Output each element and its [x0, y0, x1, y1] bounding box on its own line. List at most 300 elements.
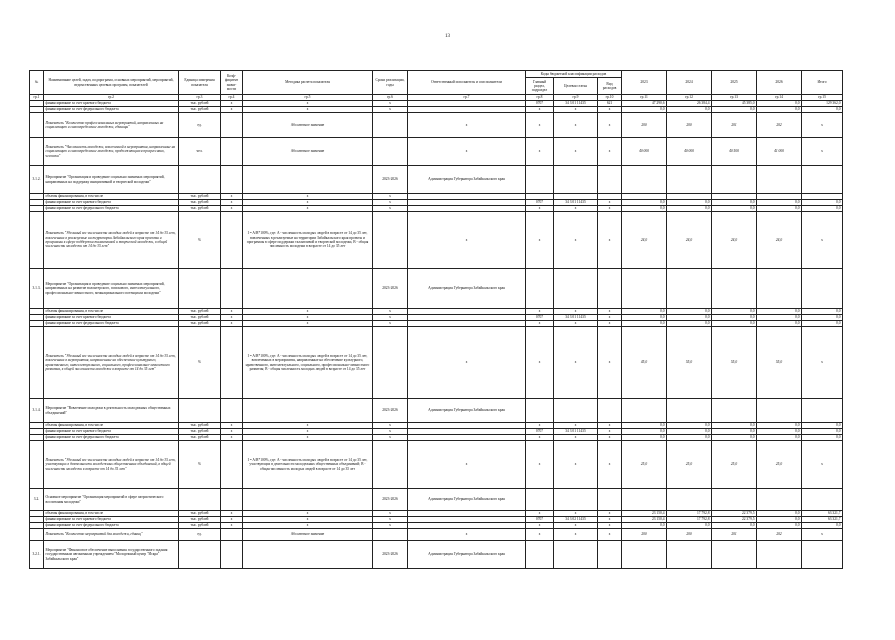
indicator-row [30, 529, 843, 541]
row-resp: x [408, 529, 526, 541]
row-vr: x [598, 529, 622, 541]
row-2025: 40 500 [712, 138, 757, 166]
row-coef: x [221, 423, 243, 429]
row-2024: 0,0 [667, 309, 712, 315]
row-2026: 24,0 [757, 212, 802, 269]
row-vr: x [598, 315, 622, 321]
row-gr: 0707 [526, 101, 554, 107]
row-2026: 0,0 [757, 435, 802, 441]
row-csr: x [554, 529, 598, 541]
row-2024: 0,0 [667, 435, 712, 441]
row-2025: 0,0 [712, 523, 757, 529]
row-2025: 25,0 [712, 441, 757, 489]
row-gr: x [526, 138, 554, 166]
row-method: x [243, 315, 373, 321]
row-csr: 34 3 01 11435 [554, 429, 598, 435]
row-name: Показатель "Количество профессиональных мероприятий, направленных на социализацию и самоопределение молодежи, единицы" [44, 113, 179, 138]
row-2026: 0,0 [757, 309, 802, 315]
row-name: финансирование за счет краевого бюджета [44, 429, 179, 435]
row-coef: x [221, 429, 243, 435]
row-2025: 0,0 [712, 315, 757, 321]
colnum: гр.9 [554, 95, 598, 101]
indicator-row [30, 441, 843, 489]
row-coef: x [221, 517, 243, 523]
row-gr: x [526, 529, 554, 541]
header-2025: 2025 [712, 71, 757, 95]
row-resp: x [408, 212, 526, 269]
row-coef: x [221, 321, 243, 327]
row-name: Основное мероприятие "Организация мероприятий в сфере патриотического воспитания молодежи" [44, 489, 179, 511]
row-2024: 0,0 [667, 315, 712, 321]
row-name: объемы финансирования, в том числе [44, 309, 179, 315]
header-2026: 2026 [757, 71, 802, 95]
colnum: гр.4 [221, 95, 243, 101]
row-term: x [373, 200, 408, 206]
row-2023: 24,0 [622, 212, 667, 269]
header-name: Наименование целей, задач, подпрограмм, основных мероприятий, мероприятий, ведомственных целевых программ, показателей [44, 71, 179, 95]
row-resp: x [408, 441, 526, 489]
row-2023: 0,0 [622, 315, 667, 321]
row-vr: x [598, 429, 622, 435]
row-2025: 0,0 [712, 423, 757, 429]
row-total: 63 321,7 [802, 517, 843, 523]
row-csr: x [554, 441, 598, 489]
row-unit: тыс. рублей [179, 429, 221, 435]
row-total: 63 321,7 [802, 511, 843, 517]
row-name: объемы финансирования, в том числе [44, 194, 179, 200]
row-vr: x [598, 138, 622, 166]
row-2024: 0,0 [667, 206, 712, 212]
row-coef: x [221, 315, 243, 321]
row-gr: 0707 [526, 429, 554, 435]
row-2026: 0,0 [757, 517, 802, 523]
row-no: 3.1.2. [30, 166, 44, 194]
row-2024: 0,0 [667, 200, 712, 206]
row-method: x [243, 101, 373, 107]
row-coef: x [221, 511, 243, 517]
row-csr: 34 3 01 11435 [554, 101, 598, 107]
row-total: x [802, 113, 843, 138]
row-term: x [373, 107, 408, 113]
row-method: x [243, 423, 373, 429]
row-total: 0,0 [802, 435, 843, 441]
row-unit: чел. [179, 138, 221, 166]
row-total: 0,0 [802, 309, 843, 315]
row-gr: 0707 [526, 315, 554, 321]
row-method: x [243, 429, 373, 435]
row-resp: Администрация Губернатора Забайкальского края [408, 269, 526, 309]
row-2025: 0,0 [712, 321, 757, 327]
row-name: финансирование за счет федерального бюджета [44, 206, 179, 212]
row-csr: x [554, 138, 598, 166]
row-gr: x [526, 321, 554, 327]
row-vr: x [598, 200, 622, 206]
colnum: гр.7 [408, 95, 526, 101]
row-term: 2023-2026 [373, 489, 408, 511]
row-2024: 0,0 [667, 523, 712, 529]
row-2023: 0,0 [622, 435, 667, 441]
program-table [29, 70, 843, 569]
colnum: гр.6 [373, 95, 408, 101]
event-row [30, 399, 843, 423]
row-2025: 45 385,0 [712, 101, 757, 107]
row-unit: тыс. рублей [179, 309, 221, 315]
row-unit: тыс. рублей [179, 200, 221, 206]
header-csr: Целевая статья [554, 78, 598, 95]
row-vr: x [598, 206, 622, 212]
row-unit: % [179, 327, 221, 399]
row-2023: 40 000 [622, 138, 667, 166]
row-2026: 202 [757, 529, 802, 541]
row-2026: 0,0 [757, 101, 802, 107]
colnum: гр.13 [712, 95, 757, 101]
colnum: гр.1 [30, 95, 44, 101]
row-2023: 25,0 [622, 441, 667, 489]
header-method: Методика расчета показателя [243, 71, 373, 95]
row-2025: 24,0 [712, 212, 757, 269]
row-2026: 0,0 [757, 107, 802, 113]
row-resp: Администрация Губернатора Забайкальского края [408, 399, 526, 423]
table-header-row [30, 71, 843, 78]
row-2023: 200 [622, 529, 667, 541]
row-method: Абсолютное значение [243, 529, 373, 541]
header-no: № [30, 71, 44, 95]
header-2024: 2024 [667, 71, 712, 95]
row-total: 0,0 [802, 315, 843, 321]
row-coef: x [221, 194, 243, 200]
colnum: гр.3 [179, 95, 221, 101]
row-2024: 40 000 [667, 138, 712, 166]
row-resp: Администрация Губернатора Забайкальского края [408, 166, 526, 194]
row-term: 2023-2026 [373, 541, 408, 569]
row-total: 0,0 [802, 206, 843, 212]
row-2026: 25,0 [757, 441, 802, 489]
row-term: x [373, 523, 408, 529]
row-gr: 0707 [526, 200, 554, 206]
row-total: 0,0 [802, 423, 843, 429]
row-2026: 41 000 [757, 138, 802, 166]
row-2025: 0,0 [712, 200, 757, 206]
row-unit: тыс. рублей [179, 107, 221, 113]
row-2023: 23 150,4 [622, 511, 667, 517]
row-2024: 24,0 [667, 212, 712, 269]
row-csr: x [554, 212, 598, 269]
row-2024: 55,0 [667, 327, 712, 399]
row-vr: x [598, 511, 622, 517]
row-name: финансирование за счет краевого бюджета [44, 101, 179, 107]
row-vr: x [598, 423, 622, 429]
row-coef: x [221, 206, 243, 212]
row-term: 2023-2026 [373, 269, 408, 309]
row-method: Абсолютное значение [243, 113, 373, 138]
row-2024: 0,0 [667, 429, 712, 435]
row-2024: 200 [667, 113, 712, 138]
row-2025: 0,0 [712, 206, 757, 212]
row-total: 129 362,0 [802, 101, 843, 107]
colnum: гр.2 [44, 95, 179, 101]
row-csr: x [554, 113, 598, 138]
row-coef: x [221, 200, 243, 206]
row-method: x [243, 107, 373, 113]
row-2023: 45,0 [622, 327, 667, 399]
row-unit: ед. [179, 529, 221, 541]
row-gr: x [526, 212, 554, 269]
row-gr: x [526, 441, 554, 489]
row-2024: 0,0 [667, 107, 712, 113]
row-method: x [243, 194, 373, 200]
row-method: Абсолютное значение [243, 138, 373, 166]
row-name: объемы финансирования, в том числе [44, 511, 179, 517]
row-no: 3.2.1. [30, 541, 44, 569]
row-gr: x [526, 113, 554, 138]
row-resp: Администрация Губернатора Забайкальского края [408, 541, 526, 569]
row-name: финансирование за счет федерального бюджета [44, 107, 179, 113]
row-2023: 0,0 [622, 423, 667, 429]
row-coef: x [221, 107, 243, 113]
row-name: финансирование за счет федерального бюджета [44, 523, 179, 529]
row-total: x [802, 529, 843, 541]
header-term: Сроки реализации, годы [373, 71, 408, 95]
row-unit: тыс. рублей [179, 511, 221, 517]
row-2026: 0,0 [757, 206, 802, 212]
indicator-row [30, 212, 843, 269]
row-no: 3.1.3. [30, 269, 44, 309]
row-csr: x [554, 511, 598, 517]
row-2025: 201 [712, 529, 757, 541]
row-2025: 22 379,5 [712, 517, 757, 523]
colnum: гр.8 [526, 95, 554, 101]
row-no: 3.1.4. [30, 399, 44, 423]
row-2026: 0,0 [757, 315, 802, 321]
row-gr: x [526, 423, 554, 429]
row-2023: 0,0 [622, 321, 667, 327]
row-term: x [373, 309, 408, 315]
row-coef: x [221, 309, 243, 315]
row-csr: x [554, 107, 598, 113]
row-resp: x [408, 138, 526, 166]
row-2023: 0,0 [622, 200, 667, 206]
row-csr: x [554, 523, 598, 529]
row-vr: x [598, 327, 622, 399]
header-2023: 2023 [622, 71, 667, 95]
row-vr: x [598, 212, 622, 269]
event-row [30, 489, 843, 511]
row-resp: x [408, 113, 526, 138]
event-row [30, 541, 843, 569]
row-vr: x [598, 517, 622, 523]
row-total: 0,0 [802, 523, 843, 529]
header-coef: Коэф-фициент значи-мости [221, 71, 243, 95]
row-2024: 17 792,8 [667, 511, 712, 517]
header-gr-razdel: Главный раздел, подраздел [526, 78, 554, 95]
row-term: x [373, 511, 408, 517]
row-term: x [373, 206, 408, 212]
row-method: x [243, 517, 373, 523]
row-csr: x [554, 309, 598, 315]
row-csr: x [554, 206, 598, 212]
row-2025: 0,0 [712, 309, 757, 315]
row-name: Мероприятие "Вовлечение молодежи в деятельность молодежных общественных объединений" [44, 399, 179, 423]
row-unit: тыс. рублей [179, 315, 221, 321]
row-csr: x [554, 423, 598, 429]
row-unit: тыс. рублей [179, 423, 221, 429]
row-2024: 17 792,8 [667, 517, 712, 523]
row-unit: % [179, 212, 221, 269]
row-gr: x [526, 107, 554, 113]
row-2023: 0,0 [622, 206, 667, 212]
row-name: Показатель "Удельный вес численности молодых людей в возрасте от 14 до 35 лет, участвующих в деятельности молодежных общественных объединений, в общей численности молодежи в возрасте от 14 до 35 лет" [44, 441, 179, 489]
row-vr: 621 [598, 101, 622, 107]
row-unit: тыс. рублей [179, 517, 221, 523]
row-resp: x [408, 327, 526, 399]
row-term: x [373, 101, 408, 107]
row-resp: Администрация Губернатора Забайкальского края [408, 489, 526, 511]
row-2024: 200 [667, 529, 712, 541]
row-name: объемы финансирования, в том числе [44, 423, 179, 429]
row-2023: 0,0 [622, 523, 667, 529]
row-total: 0,0 [802, 107, 843, 113]
row-method: I = A/B*100%, где: A - численность молодых людей в возрасте от 14 до 35 лет, участвующих в деятельности молодежных общественных объединений; B - общая численность молодых людей в возрасте от 14 до 35 лет [243, 441, 373, 489]
row-2023: 200 [622, 113, 667, 138]
row-2023: 47 290,6 [622, 101, 667, 107]
row-unit: тыс. рублей [179, 101, 221, 107]
row-vr: x [598, 107, 622, 113]
row-2026: 0,0 [757, 511, 802, 517]
row-2026: 0,0 [757, 321, 802, 327]
row-gr: x [526, 511, 554, 517]
row-vr: x [598, 309, 622, 315]
row-coef: x [221, 523, 243, 529]
row-method: I = A/B*100%, где: A - численность молодых людей в возрасте от 14 до 35 лет, вовлеченных в реализуемые на территории Забайкальского края проекты и программы в сфере поддержки талантливой и творческой молодежи, B - общая численность молодежи в возрасте от 14 до 35 лет [243, 212, 373, 269]
row-2025: 0,0 [712, 429, 757, 435]
row-total: 0,0 [802, 429, 843, 435]
row-name: финансирование за счет федерального бюджета [44, 435, 179, 441]
row-name: финансирование за счет краевого бюджета [44, 315, 179, 321]
colnum: гр.11 [622, 95, 667, 101]
row-2023: 0,0 [622, 309, 667, 315]
row-2026: 0,0 [757, 423, 802, 429]
row-coef: x [221, 101, 243, 107]
row-2025: 0,0 [712, 435, 757, 441]
row-name: Показатель "Численность молодежи, вовлеченной в мероприятия, направленные на социализацию и самоопределение молодежи, продолжающиеся прогрессивно, человеки" [44, 138, 179, 166]
header-resp: Ответственный исполнитель и соисполнители [408, 71, 526, 95]
row-2024: 0,0 [667, 321, 712, 327]
row-total: x [802, 441, 843, 489]
row-term: 2023-2026 [373, 166, 408, 194]
row-total: x [802, 212, 843, 269]
row-2023: 0,0 [622, 107, 667, 113]
row-2023: 0,0 [622, 429, 667, 435]
colnum: гр.5 [243, 95, 373, 101]
row-vr: x [598, 321, 622, 327]
row-2025: 22 379,5 [712, 511, 757, 517]
row-method: I = A/B*100%, где: A - численность молодых людей в возрасте от 14 до 35 лет, вовлеченных в мероприятия, направленные на обеспечение культурного, нравственного, интеллектуального, социального, профессионально-личностного развития; B - общая численность молодых людей в возрасте от 14 до 35 лет [243, 327, 373, 399]
row-2025: 0,0 [712, 107, 757, 113]
header-vr: Вид расходов [598, 78, 622, 95]
row-total: 0,0 [802, 200, 843, 206]
row-method: x [243, 435, 373, 441]
row-csr: 34 3 02 11435 [554, 517, 598, 523]
row-method: x [243, 309, 373, 315]
row-2025: 201 [712, 113, 757, 138]
row-name: финансирование за счет федерального бюджета [44, 321, 179, 327]
row-unit: тыс. рублей [179, 435, 221, 441]
row-2026: 55,0 [757, 327, 802, 399]
header-total: Итого [802, 71, 843, 95]
row-name: Мероприятие "Финансовое обеспечение выполнения государственного задания государственным автономным учреждением "Молодежный центр "Искра" Забайкальского края" [44, 541, 179, 569]
row-unit: тыс. рублей [179, 321, 221, 327]
row-name: Мероприятие "Организация и проведение социально значимых мероприятий, направленных на поддержку инициативной и творческой молодежи" [44, 166, 179, 194]
row-unit: тыс. рублей [179, 206, 221, 212]
row-unit: тыс. рублей [179, 194, 221, 200]
row-csr: x [554, 327, 598, 399]
row-method: x [243, 200, 373, 206]
row-unit: % [179, 441, 221, 489]
row-2026: 0,0 [757, 429, 802, 435]
row-total: x [802, 138, 843, 166]
row-coef: x [221, 435, 243, 441]
row-2026: 202 [757, 113, 802, 138]
row-2023: 23 150,4 [622, 517, 667, 523]
indicator-row [30, 327, 843, 399]
row-gr: x [526, 435, 554, 441]
colnum: гр.10 [598, 95, 622, 101]
row-term: x [373, 321, 408, 327]
header-budget-group: Коды бюджетной классификации расходов [526, 71, 622, 78]
row-name: финансирование за счет краевого бюджета [44, 517, 179, 523]
row-vr: x [598, 113, 622, 138]
row-method: x [243, 206, 373, 212]
row-method: x [243, 523, 373, 529]
row-name: Показатель "Количество мероприятий для молодежи, единиц" [44, 529, 179, 541]
event-row [30, 166, 843, 194]
row-method: x [243, 321, 373, 327]
row-gr: x [526, 206, 554, 212]
row-csr: 34 3 01 11435 [554, 200, 598, 206]
row-term: x [373, 429, 408, 435]
row-term: 2023-2026 [373, 399, 408, 423]
row-2024: 26 384,4 [667, 101, 712, 107]
row-unit: тыс. рублей [179, 523, 221, 529]
row-2026: 0,0 [757, 200, 802, 206]
row-gr: x [526, 309, 554, 315]
row-term: x [373, 194, 408, 200]
row-term: x [373, 423, 408, 429]
header-unit: Единица измерения показателя [179, 71, 221, 95]
row-2025: 55,0 [712, 327, 757, 399]
row-total: x [802, 327, 843, 399]
row-method: x [243, 511, 373, 517]
row-gr: x [526, 327, 554, 399]
row-vr: x [598, 435, 622, 441]
colnum: гр.15 [802, 95, 843, 101]
row-gr: 0707 [526, 517, 554, 523]
row-2024: 0,0 [667, 423, 712, 429]
colnum: гр.14 [757, 95, 802, 101]
row-name: Мероприятие "Организация и проведение социально значимых мероприятий, направленных на развитие волонтерского, поискового, интеллектуального, профессионально-личностного, межнационального потенциала молодежи" [44, 269, 179, 309]
page-number: 13 [445, 34, 450, 39]
row-name: финансирование за счет краевого бюджета [44, 200, 179, 206]
row-unit: ед. [179, 113, 221, 138]
row-total: 0,0 [802, 321, 843, 327]
row-name: Показатель "Удельный вес численности молодых людей в возрасте от 14 до 35 лет, вовлеченных в мероприятия, направленные на обеспечение культурного, нравственного, интеллектуального, социального, профессионально-личностного развития, в общей численности молодежи в возрасте от 14 до 35 лет" [44, 327, 179, 399]
row-term: x [373, 435, 408, 441]
row-vr: x [598, 441, 622, 489]
row-name: Показатель "Удельный вес численности молодых людей в возрасте от 14 до 35 лет, вовлеченных в реализуемые на территории Забайкальского края проекты и программы в сфере поддержки талантливой и творческой молодежи, в общей численности молодежи от 14 до 35 лет" [44, 212, 179, 269]
indicator-row [30, 138, 843, 166]
row-term: x [373, 517, 408, 523]
row-term: x [373, 315, 408, 321]
